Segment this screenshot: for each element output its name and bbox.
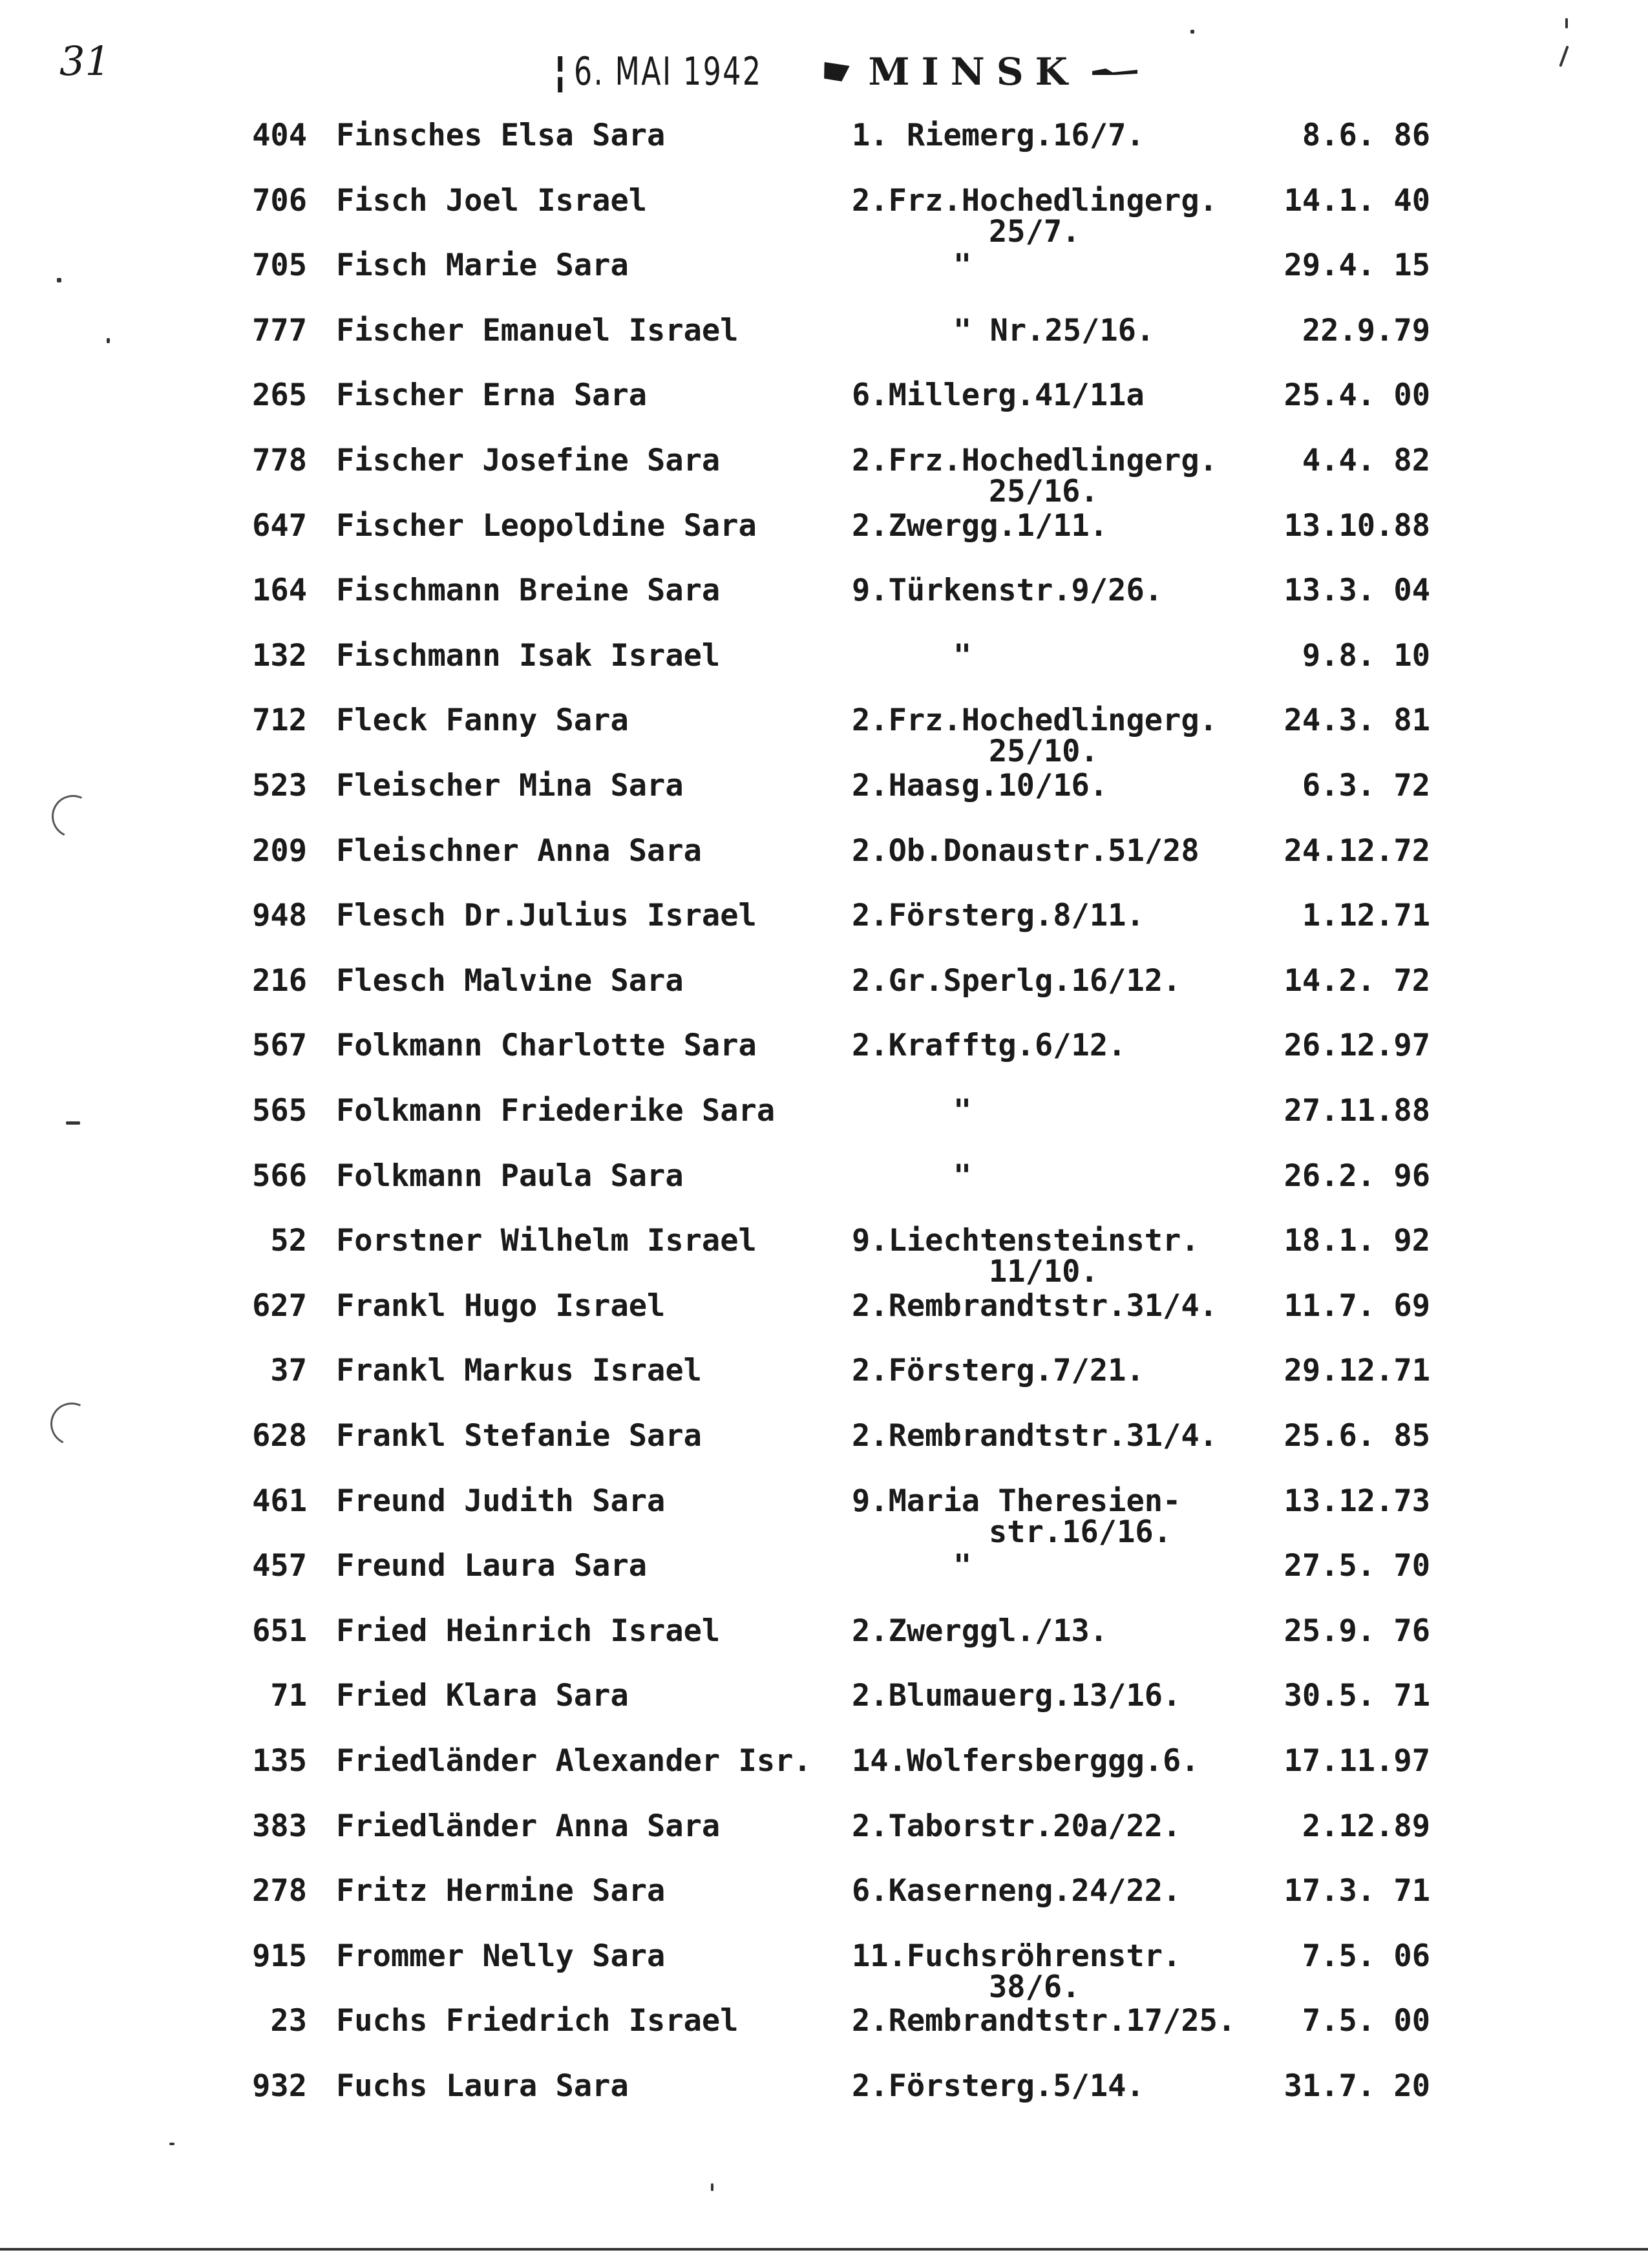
person-name: Fisch Joel Israel <box>336 182 648 218</box>
address: 2.Blumauerg.13/16. <box>852 1678 1181 1714</box>
ink-speck <box>169 2143 174 2145</box>
person-name: Fleck Fanny Sara <box>336 703 629 739</box>
address: 2.Taborstr.20a/22. <box>852 1808 1181 1844</box>
person-name: Fischmann Breine Sara <box>336 573 721 609</box>
birth-date: 24.3. 81 <box>1284 703 1430 739</box>
birth-date: 2.12.89 <box>1302 1808 1430 1844</box>
person-name: Folkmann Charlotte Sara <box>336 1028 757 1064</box>
transport-number: 23 <box>270 2003 307 2039</box>
birth-date: 25.6. 85 <box>1284 1418 1430 1454</box>
list-entry-row <box>0 1156 1648 1197</box>
person-name: Fleischer Mina Sara <box>336 768 684 803</box>
birth-date: 6.3. 72 <box>1302 768 1430 803</box>
transport-number: 566 <box>252 1158 307 1194</box>
list-entry-row <box>0 1350 1648 1392</box>
birth-date: 22.9.79 <box>1302 312 1430 348</box>
birth-date: 9.8. 10 <box>1302 637 1430 673</box>
birth-date: 29.4. 15 <box>1284 248 1430 284</box>
transport-number: 461 <box>252 1483 307 1519</box>
person-name: Fleischner Anna Sara <box>336 832 702 869</box>
transport-number: 706 <box>252 182 307 218</box>
address: " <box>953 637 972 673</box>
birth-date: 1.12.71 <box>1302 898 1430 934</box>
address: " <box>953 1548 972 1584</box>
transport-number: 932 <box>252 2068 307 2104</box>
transport-number: 209 <box>252 832 307 869</box>
transport-number: 567 <box>252 1028 307 1064</box>
list-entry-row <box>0 1025 1648 1066</box>
address: 2.Frz.Hochedlingerg. <box>852 443 1218 478</box>
header-stamp <box>553 43 1137 101</box>
list-entry-row <box>0 2066 1648 2107</box>
address: 2.Rembrandtstr.31/4. <box>852 1288 1218 1324</box>
address: 2.Frz.Hochedlingerg. <box>852 703 1218 739</box>
address: " <box>953 248 972 284</box>
list-entry-row <box>0 960 1648 1002</box>
list-entry-row <box>0 1481 1648 1550</box>
address: 2.Rembrandtstr.31/4. <box>852 1418 1218 1454</box>
address: 9.Maria Theresien- <box>852 1483 1181 1519</box>
address: " <box>953 1158 972 1194</box>
address: 6.Millerg.41/11a <box>852 377 1145 414</box>
transport-number: 457 <box>252 1548 307 1584</box>
person-name: Fischer Erna Sara <box>336 377 648 414</box>
birth-date: 14.1. 40 <box>1284 182 1430 218</box>
address: " Nr.25/16. <box>953 312 1155 348</box>
person-name: Fischmann Isak Israel <box>336 637 721 673</box>
list-entry-row <box>0 895 1648 937</box>
transport-number: 383 <box>252 1808 307 1844</box>
list-entry-row <box>0 1286 1648 1327</box>
list-entry-row <box>0 700 1648 770</box>
transport-number: 523 <box>252 768 307 803</box>
transport-number: 52 <box>270 1223 307 1259</box>
transport-number: 278 <box>252 1873 307 1909</box>
address: 14.Wolfersberggg.6. <box>852 1743 1199 1779</box>
transport-number: 948 <box>252 898 307 934</box>
stamp-tick-mark: ¦ <box>553 48 568 96</box>
birth-date: 7.5. 00 <box>1302 2003 1430 2039</box>
stamp-ink-mark <box>821 62 850 81</box>
birth-date: 25.9. 76 <box>1284 1613 1430 1649</box>
transport-number: 628 <box>252 1418 307 1454</box>
list-entry-row <box>0 1871 1648 1912</box>
address: 2.Försterg.7/21. <box>852 1353 1145 1389</box>
address: 9.Liechtensteinstr. <box>852 1223 1199 1259</box>
birth-date: 29.12.71 <box>1284 1353 1430 1389</box>
person-name: Fritz Hermine Sara <box>336 1873 666 1909</box>
list-entry-row <box>0 115 1648 156</box>
person-name: Flesch Malvine Sara <box>336 962 684 999</box>
person-name: Fried Heinrich Israel <box>336 1613 721 1649</box>
person-name: Freund Judith Sara <box>336 1483 666 1519</box>
person-name: Fuchs Friedrich Israel <box>336 2003 739 2039</box>
list-entry-row <box>0 1220 1648 1290</box>
address: 2.Krafftg.6/12. <box>852 1028 1126 1064</box>
transport-number: 915 <box>252 1938 307 1974</box>
address-continuation: 11/10. <box>989 1254 1099 1290</box>
address: " <box>953 1093 972 1129</box>
person-name: Finsches Elsa Sara <box>336 118 666 153</box>
ink-speck <box>1565 18 1568 28</box>
list-entry-row <box>0 310 1648 352</box>
transport-number: 627 <box>252 1288 307 1324</box>
address: 2.Rembrandtstr.17/25. <box>852 2003 1236 2039</box>
birth-date: 17.11.97 <box>1284 1743 1430 1779</box>
transport-number: 777 <box>252 312 307 348</box>
birth-date: 27.11.88 <box>1284 1093 1430 1129</box>
transport-number: 132 <box>252 637 307 673</box>
list-entry-row <box>0 1415 1648 1457</box>
list-entry-row <box>0 570 1648 611</box>
person-name: Friedländer Alexander Isr. <box>336 1743 812 1779</box>
birth-date: 4.4. 82 <box>1302 443 1430 478</box>
list-entry-row <box>0 635 1648 677</box>
transport-number: 216 <box>252 962 307 999</box>
list-entry-row <box>0 1936 1648 2005</box>
ink-speck <box>1190 30 1194 34</box>
list-entry-row <box>0 1545 1648 1587</box>
stamp-date: 6. MAI 1942 <box>574 49 763 94</box>
transport-number: 135 <box>252 1743 307 1779</box>
address: 2.Zwergg.1/11. <box>852 507 1108 544</box>
address-continuation: 38/6. <box>989 1969 1081 2005</box>
person-name: Frankl Stefanie Sara <box>336 1418 702 1454</box>
ink-speck <box>57 278 61 282</box>
address: 2.Försterg.8/11. <box>852 898 1145 934</box>
transport-number: 778 <box>252 443 307 478</box>
person-name: Folkmann Paula Sara <box>336 1158 684 1194</box>
address: 2.Gr.Sperlg.16/12. <box>852 962 1181 999</box>
list-entry-row <box>0 440 1648 509</box>
address: 11.Fuchsröhrenstr. <box>852 1938 1181 1974</box>
address-continuation: 25/7. <box>989 213 1081 249</box>
address: 2.Ob.Donaustr.51/28 <box>852 832 1199 869</box>
address: 9.Türkenstr.9/26. <box>852 573 1163 609</box>
birth-date: 13.12.73 <box>1284 1483 1430 1519</box>
list-entry-row <box>0 245 1648 286</box>
page-number: 31 <box>59 37 111 85</box>
transport-number: 651 <box>252 1613 307 1649</box>
person-name: Fischer Josefine Sara <box>336 443 721 478</box>
person-name: Fuchs Laura Sara <box>336 2068 629 2104</box>
transport-number: 37 <box>270 1353 307 1389</box>
transport-number: 705 <box>252 248 307 284</box>
address-continuation: str.16/16. <box>989 1514 1172 1550</box>
person-name: Fisch Marie Sara <box>336 248 629 284</box>
list-entry-row <box>0 765 1648 807</box>
birth-date: 26.2. 96 <box>1284 1158 1430 1194</box>
birth-date: 13.10.88 <box>1284 507 1430 544</box>
transport-number: 71 <box>270 1678 307 1714</box>
birth-date: 30.5. 71 <box>1284 1678 1430 1714</box>
person-name: Frommer Nelly Sara <box>336 1938 666 1974</box>
transport-number: 565 <box>252 1093 307 1129</box>
scan-edge-line <box>0 2248 1648 2251</box>
person-name: Fischer Leopoldine Sara <box>336 507 757 544</box>
person-name: Folkmann Friederike Sara <box>336 1093 776 1129</box>
list-entry-row <box>0 375 1648 416</box>
birth-date: 8.6. 86 <box>1302 118 1430 153</box>
person-name: Frankl Hugo Israel <box>336 1288 666 1324</box>
transport-number: 164 <box>252 573 307 609</box>
list-entry-row <box>0 1741 1648 1782</box>
transport-number: 647 <box>252 507 307 544</box>
address: 2.Haasg.10/16. <box>852 768 1108 803</box>
list-entry-row <box>0 1090 1648 1132</box>
transport-number: 265 <box>252 377 307 414</box>
person-name: Friedländer Anna Sara <box>336 1808 721 1844</box>
ink-speck <box>66 1121 80 1125</box>
birth-date: 25.4. 00 <box>1284 377 1430 414</box>
list-entry-row <box>0 1806 1648 1847</box>
list-entry-row <box>0 1611 1648 1652</box>
destination-city: MINSK <box>868 50 1080 94</box>
address: 2.Zwerggl./13. <box>852 1613 1108 1649</box>
ink-speck <box>711 2183 713 2191</box>
birth-date: 14.2. 72 <box>1284 962 1430 999</box>
birth-date: 26.12.97 <box>1284 1028 1430 1064</box>
birth-date: 31.7. 20 <box>1284 2068 1430 2104</box>
person-name: Fischer Emanuel Israel <box>336 312 739 348</box>
birth-date: 17.3. 71 <box>1284 1873 1430 1909</box>
list-entry-row <box>0 831 1648 872</box>
person-name: Flesch Dr.Julius Israel <box>336 898 757 934</box>
person-name: Freund Laura Sara <box>336 1548 648 1584</box>
address: 2.Försterg.5/14. <box>852 2068 1145 2104</box>
transport-number: 404 <box>252 118 307 153</box>
address: 2.Frz.Hochedlingerg. <box>852 182 1218 218</box>
person-name: Fried Klara Sara <box>336 1678 629 1714</box>
person-name: Frankl Markus Israel <box>336 1353 702 1389</box>
person-name: Forstner Wilhelm Israel <box>336 1223 757 1259</box>
birth-date: 24.12.72 <box>1284 832 1430 869</box>
list-entry-row <box>0 180 1648 249</box>
address: 1. Riemerg.16/7. <box>852 118 1145 153</box>
birth-date: 13.3. 04 <box>1284 573 1430 609</box>
birth-date: 7.5. 06 <box>1302 1938 1430 1974</box>
list-entry-row <box>0 1675 1648 1717</box>
list-entry-row <box>0 2000 1648 2042</box>
ink-speck <box>1559 45 1569 67</box>
list-entry-row <box>0 505 1648 547</box>
transport-number: 712 <box>252 703 307 739</box>
ink-speck <box>107 338 110 343</box>
birth-date: 27.5. 70 <box>1284 1548 1430 1584</box>
birth-date: 11.7. 69 <box>1284 1288 1430 1324</box>
address-continuation: 25/10. <box>989 734 1099 770</box>
stamp-ink-trail <box>1092 69 1137 75</box>
birth-date: 18.1. 92 <box>1284 1223 1430 1259</box>
address: 6.Kaserneng.24/22. <box>852 1873 1181 1909</box>
address-continuation: 25/16. <box>989 474 1099 509</box>
